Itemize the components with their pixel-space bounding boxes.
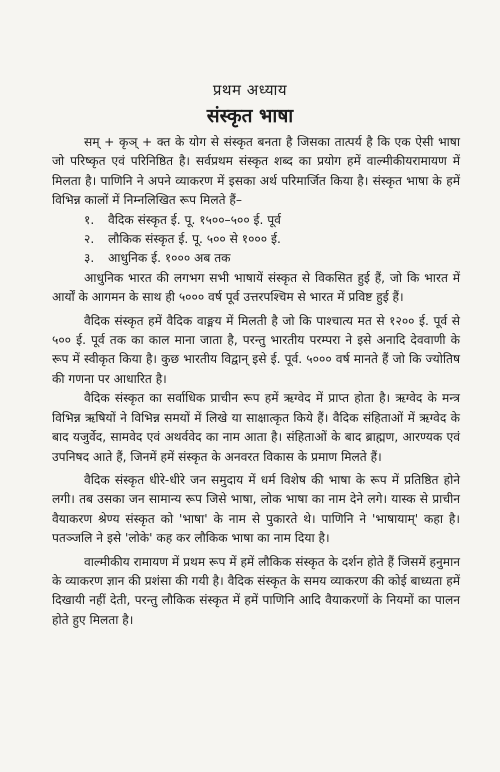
list-item [84,211,460,230]
list-number: २. [84,232,95,247]
paragraph: सम् + कृञ् + क्त के योग से संस्कृत बनता है जिसका तात्पर्य है कि एक ऐसी भाषा जो परिष्कृत एवं परिनिष्ठित है। सर्वप्रथम संस्कृत शब्द का प्रयोग हमें वाल्मीकीयरामायण में मिलता है। पाणिनि ने अपने व्याकरण में इसका अर्थ परिमार्जित किया है। संस्कृत भाषा के हमें विभिन्न कालों में निम्नलिखित रूप मिलते हैं– [52,135,460,208]
list-item [84,230,460,249]
paragraph: वैदिक संस्कृत धीरे-धीरे जन समुदाय में धर्म विशेष की भाषा के रूप में प्रतिष्ठित होने लगी। तब उसका जन सामान्य रूप जिसे भाषा, लोक भाषा का नाम देने लगे। यास्क से प्राचीन वैयाकरण श्रेण्य संस्कृत को 'भाषा' के नाम से पुकारते थे। पाणिनि ने 'भाषायाम्' कहा है। पतञ्जलि ने इसे 'लोके' कह कर लौकिक भाषा का नाम दिया है। [52,472,460,546]
list-text: लौकिक संस्कृत ई. पू. ५०० से १००० ई. [108,232,281,247]
paragraph: वैदिक संस्कृत हमें वैदिक वाङ्मय में मिलती है जो कि पाश्चात्य मत से १२०० ई. पूर्व से ५०० ई. पूर्व तक का काल माना जाता है, परन्तु भारतीय परम्परा ने इसे अनादि देववाणी के रूप में स्वीकृत किया है। कुछ भारतीय विद्वान् इसे ई. पूर्व. ५००० वर्ष मानते हैं जो कि ज्योतिष की गणना पर आधारित है। [52,313,460,386]
chapter-label: प्रथम अध्याय [212,81,288,99]
period-list [52,211,460,269]
list-number: १. [84,212,95,227]
paragraph: वाल्मीकीय रामायण में प्रथम रूप में हमें लौकिक संस्कृत के दर्शन होते हैं जिसमें हनुमान के व्याकरण ज्ञान की प्रशंसा की गयी है। वैदिक संस्कृत के समय व्याकरण की कोई बाध्यता हमें दिखायी नहीं देती, परन्तु लौकिक संस्कृत में हमें पाणिनि आदि वैयाकरणों के नियमों का पालन होते हुए मिलता है। [52,554,460,627]
paragraph: वैदिक संस्कृत का सर्वाधिक प्राचीन रूप हमें ऋग्वेद में प्राप्त होता है। ऋग्वेद के मन्त्र विभिन्न ऋषियों ने विभिन्न समयों में लिखे या साक्षात्कृत किये हैं। वैदिक संहिताओं में ऋग्वेद के बाद यजुर्वेद, सामवेद एवं अथर्ववेद का नाम आता है। संहिताओं के बाद ब्राह्मण, आरण्यक एवं उपनिषद आते हैं, जिनमें हमें संस्कृत के अनवरत विकास के प्रमाण मिलते हैं। [52,391,460,464]
list-text: आधुनिक ई. १००० अब तक [108,251,231,266]
chapter-title: संस्कृत भाषा [206,105,294,127]
list-item [84,249,460,268]
page-body [52,133,460,630]
list-number: ३. [84,251,95,266]
list-text: वैदिक संस्कृत ई. पू. १५००–५०० ई. पूर्व [108,212,281,227]
paragraph: आधुनिक भारत की लगभग सभी भाषायें संस्कृत से विकसित हुई हैं, जो कि भारत में आर्यों के आगमन के साथ ही ५००० वर्ष पूर्व उत्तरपश्चिम से भारत में प्रविष्ट हुई हैं। [52,270,460,305]
